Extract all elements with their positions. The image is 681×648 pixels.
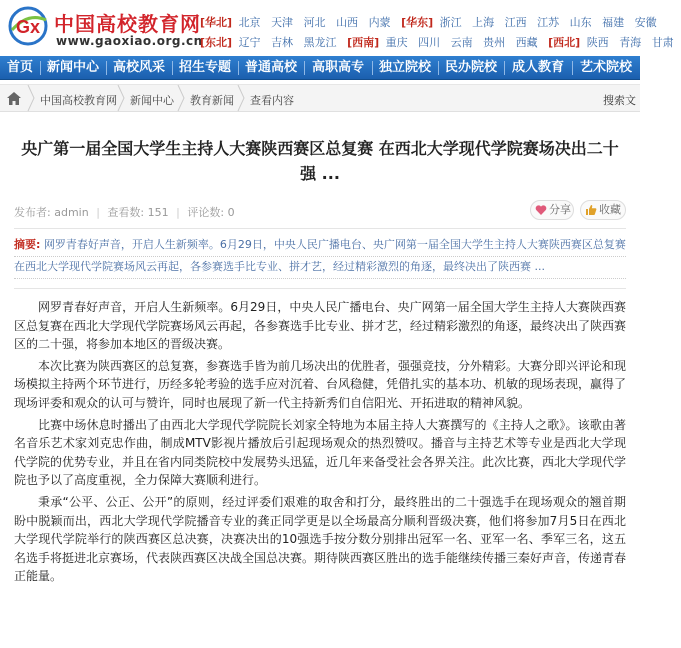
site-logo-icon[interactable] [6,6,50,46]
region-city-link[interactable]: 吉林 [271,36,294,49]
article-paragraph: 本次比赛为陕西赛区的总复赛，参赛选手皆为前几场决出的优胜者，强强竞技，分外精彩。大赛分即兴评论和现场模拟主持两个环节进行，历经多轮考验的选手应对沉着、台风稳健，凭借扎实的基本功、机敏的现场表现，赢得了现场评委和观众的认可与赞许，同时也展现了新一代主持新秀们自信阳光、开拓进取的精神风貌。 [14,358,627,410]
nav-divider [304,61,305,75]
region-city-link[interactable]: 重庆 [385,36,408,49]
views-label: 查看数: [107,206,145,219]
meta-separator: | [96,206,100,219]
region-label[interactable]: [华北] [200,16,233,29]
nav-divider [572,61,573,75]
breadcrumb-link-home[interactable]: 中国高校教育网 [40,94,117,107]
meta-separator: | [176,206,180,219]
nav-item-home[interactable]: 首页 [6,60,33,75]
nav-divider [40,61,41,75]
publisher-label: 发布者: [14,206,51,219]
region-city-link[interactable]: 黑龙江 [303,36,337,49]
site-name[interactable]: 中国高校教育网 [54,12,201,36]
region-city-link[interactable]: 青海 [619,36,642,49]
nav-item-adult-education[interactable]: 成人教育 [511,60,564,75]
share-label: 分享 [549,203,571,216]
region-label[interactable]: [华东] [401,16,434,29]
region-city-link[interactable]: 北京 [238,16,261,29]
breadcrumb-link-edu-news[interactable]: 教育新闻 [190,94,234,107]
nav-divider [372,61,373,75]
breadcrumb-separator-icon [26,85,36,111]
region-label[interactable]: [东北] [200,36,233,49]
breadcrumb-current: 查看内容 [250,94,294,107]
breadcrumb-separator-icon [116,85,126,111]
region-city-link[interactable]: 安徽 [634,16,657,29]
breadcrumb-separator-icon [236,85,246,111]
region-label[interactable]: [西北] [548,36,581,49]
region-city-link[interactable]: 江苏 [537,16,560,29]
favorite-label: 收藏 [599,203,621,216]
region-city-link[interactable]: 甘肃 [651,36,674,49]
region-city-link[interactable]: 江西 [504,16,527,29]
region-label[interactable]: [西南] [347,36,380,49]
region-city-link[interactable]: 河北 [303,16,326,29]
main-nav [0,56,640,80]
nav-item-admissions[interactable]: 招生专题 [178,60,231,75]
home-icon[interactable] [6,91,22,106]
article-paragraph: 秉承“公平、公正、公开”的原则，经过评委们艰难的取舍和打分，最终胜出的二十强选手在现场观众的翘首期盼中脱颖而出，西北大学现代学院播音专业的龚正同学更是以全场最高分顺利晋级决赛，他们将参加7月5日在西北大学现代学院举行的陕西赛区总决赛，决赛决出的10强选手按分数分别排出冠军一名、亚军一名、季军三名，这五名选手将挺进北京赛场，代表陕西赛区决战全国总决赛。期待陕西赛区胜出的选手能继续传播三秦好声音，传递青春正能量。 [14,494,627,584]
nav-item-independent[interactable]: 独立院校 [378,60,431,75]
summary-line [14,256,626,257]
region-row-1 [200,14,664,30]
region-city-link[interactable]: 山西 [336,16,359,29]
region-city-link[interactable]: 云南 [450,36,473,49]
region-city-link[interactable]: 天津 [271,16,294,29]
heart-icon [535,204,547,216]
region-city-link[interactable]: 西藏 [515,36,538,49]
article-body [14,298,626,589]
nav-item-vocational[interactable]: 高职高专 [311,60,364,75]
article-title: 央广第一届全国大学生主持人大赛陕西赛区总复赛 在西北大学现代学院赛场决出二十强 ... [21,139,619,183]
region-city-link[interactable]: 山东 [569,16,592,29]
site-header [0,0,674,56]
search-label[interactable]: 搜索文 [603,94,636,107]
breadcrumb-separator-icon [176,85,186,111]
region-city-link[interactable]: 贵州 [483,36,506,49]
region-city-link[interactable]: 浙江 [439,16,462,29]
region-city-link[interactable]: 陕西 [586,36,609,49]
region-city-link[interactable]: 辽宁 [238,36,261,49]
nav-divider [438,61,439,75]
article-paragraph: 比赛中场休息时播出了由西北大学现代学院院长刘家全特地为本届主持人大赛撰写的《主持人之歌》。该歌由著名音乐艺术家刘克忠作曲，制成MTV影视片播放后引起现场观众的热烈赞叹。播音与主持艺术等专业是西北大学现代学院的优势专业，并且在省内同类院校中发展势头迅猛，近几年来备受社会各界关注。此次比赛，西北大学现代学院也予以了高度重视，全力保障大赛顺利进行。 [14,417,627,488]
region-city-link[interactable]: 内蒙 [368,16,391,29]
region-city-link[interactable]: 四川 [418,36,441,49]
nav-item-art-colleges[interactable]: 艺术院校 [579,60,632,75]
meta-divider [14,228,626,229]
favorite-button[interactable] [580,200,626,220]
thumbs-up-icon [585,204,597,216]
comments-label: 评论数: [187,206,225,219]
comments-count: 0 [227,206,235,219]
breadcrumb-link-news[interactable]: 新闻中心 [130,94,174,107]
nav-item-news[interactable]: 新闻中心 [46,60,99,75]
nav-item-regular-colleges[interactable]: 普通高校 [244,60,297,75]
summary-line [14,278,626,279]
summary-text: 网罗青春好声音，开启人生新频率。6月29日，中央人民广播电台、央广网第一届全国大学生主持人大赛陕西赛区总复赛在西北大学现代学院赛场风云再起，各参赛选手比专业、拼才艺，经过精彩激烈的角逐，最终决出了陕西赛 ... [14,238,626,273]
region-city-link[interactable]: 福建 [602,16,625,29]
nav-divider [106,61,107,75]
share-button[interactable] [530,200,574,220]
site-url: www.gaoxiao.org.cn [56,34,203,48]
nav-divider [172,61,173,75]
views-count: 151 [147,206,169,219]
breadcrumb [0,84,640,112]
region-row-2 [200,34,681,50]
article-paragraph: 网罗青春好声音，开启人生新频率。6月29日，中央人民广播电台、央广网第一届全国大学生主持人大赛陕西赛区总复赛在西北大学现代学院赛场风云再起，各参赛选手比专业、拼才艺，经过精彩激烈的角逐，最终决出了陕西赛区的二十强，将参加本地区的晋级决赛。 [14,300,627,352]
logo-text: Gx [15,17,41,37]
nav-item-campus[interactable]: 高校风采 [112,60,165,75]
publisher-link[interactable]: admin [54,206,89,219]
region-city-link[interactable]: 上海 [472,16,495,29]
nav-divider [504,61,505,75]
article-meta [14,204,235,220]
summary-divider [14,288,626,289]
nav-divider [238,61,239,75]
nav-item-private[interactable]: 民办院校 [444,60,497,75]
summary-label: 摘要: [14,238,41,251]
